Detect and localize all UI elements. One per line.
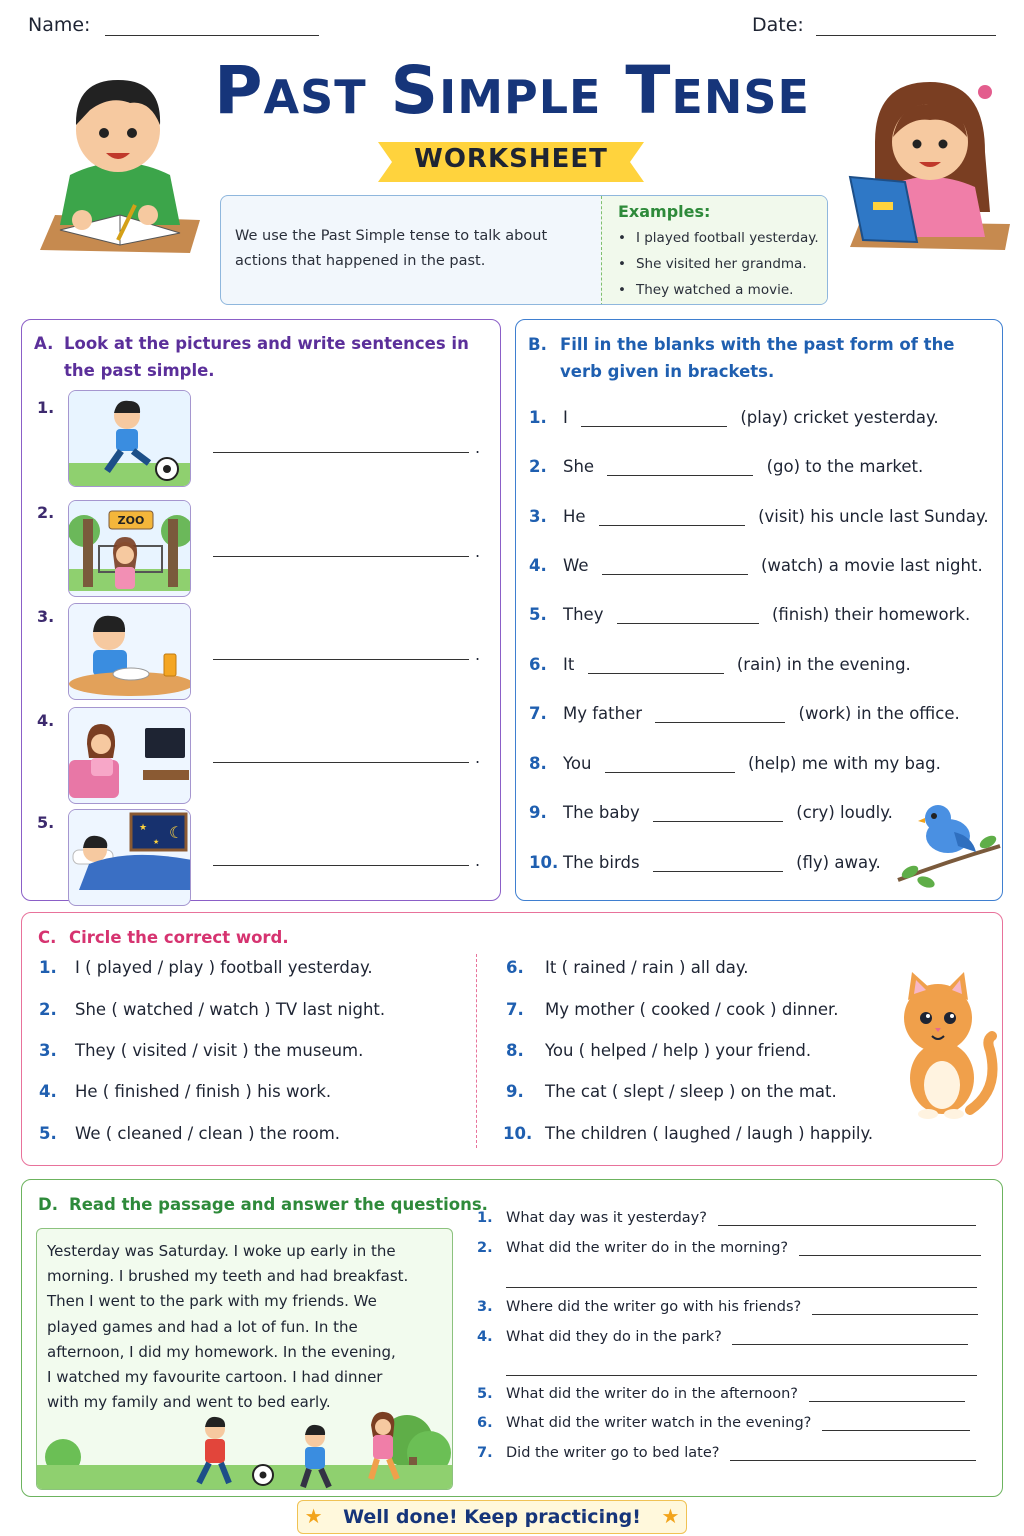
section-c-letter: C. [38, 928, 57, 947]
b-item-number: 6. [529, 655, 547, 674]
column-divider [476, 954, 477, 1148]
c-item-text: The cat ( slept / sleep ) on the mat. [545, 1082, 837, 1101]
c-item-number: 7. [506, 1000, 524, 1019]
d-question-text: What day was it yesterday? [506, 1210, 707, 1226]
footer-banner [297, 1500, 687, 1534]
c-item-number: 9. [506, 1082, 524, 1101]
d-question-text: Where did the writer go with his friends? [506, 1299, 802, 1315]
picture-boy-sleeping-at-night [68, 809, 191, 906]
b-subject: The baby [563, 803, 640, 822]
b-item [529, 704, 960, 723]
section-b-heading [528, 331, 993, 385]
c-item-number: 8. [506, 1041, 524, 1060]
date-field [752, 14, 996, 36]
c-item-text: The children ( laughed / laugh ) happily. [545, 1124, 874, 1143]
a-line-dot: . [475, 438, 481, 457]
passage-line: played games and had a lot of fun. In the [47, 1317, 358, 1336]
a-answer-line[interactable] [213, 865, 469, 866]
examples-heading: Examples: [618, 202, 711, 221]
footer-text: Well done! Keep practicing! [343, 1506, 641, 1528]
name-blank[interactable] [105, 35, 319, 36]
b-rest: away. [834, 853, 881, 872]
section-b-heading-text: Fill in the blanks with the past form of the verb given in brackets. [560, 335, 955, 381]
d-answer-line[interactable] [812, 1314, 978, 1315]
intro-text: We use the Past Simple tense to talk about actions that happened in the past. [235, 228, 548, 269]
c-item-number: 5. [39, 1124, 57, 1143]
d-question [477, 1445, 976, 1461]
a-item-number: 3. [37, 607, 55, 626]
c-item-number: 2. [39, 1000, 57, 1019]
b-subject: I [563, 408, 568, 427]
name-field [28, 14, 319, 36]
c-item-text: You ( helped / help ) your friend. [545, 1041, 812, 1060]
b-item [529, 556, 983, 575]
c-item[interactable] [503, 1124, 873, 1143]
b-item [529, 457, 923, 476]
d-answer-line[interactable] [809, 1401, 965, 1402]
b-verb: (rain) [736, 655, 782, 674]
b-item [529, 408, 939, 427]
section-a-heading [34, 330, 494, 384]
b-verb: (cry) [796, 803, 835, 822]
a-line-dot: . [475, 645, 481, 664]
b-blank[interactable] [599, 525, 745, 526]
c-item-number: 4. [39, 1082, 57, 1101]
a-line-dot: . [475, 748, 481, 767]
section-c-heading-text: Circle the correct word. [69, 928, 289, 947]
c-item[interactable] [506, 958, 749, 977]
passage-line: afternoon, I did my homework. In the evening, [47, 1342, 396, 1361]
section-d-heading [38, 1191, 488, 1218]
examples-box [601, 196, 828, 305]
passage-line: I watched my favourite cartoon. I had dinner [47, 1368, 383, 1387]
name-label: Name: [28, 14, 91, 36]
c-item-number: 3. [39, 1041, 57, 1060]
date-blank[interactable] [816, 35, 996, 36]
a-item-number: 5. [37, 813, 55, 832]
b-blank[interactable] [607, 475, 753, 476]
c-item[interactable] [506, 1041, 811, 1060]
b-blank[interactable] [588, 673, 724, 674]
c-item-number: 1. [39, 958, 57, 977]
d-question-text: What did they do in the park? [506, 1329, 722, 1345]
b-item-number: 1. [529, 408, 547, 427]
star-icon: ★ [304, 1504, 323, 1528]
b-item-number: 2. [529, 457, 547, 476]
d-question-number: 5. [477, 1386, 493, 1402]
b-blank[interactable] [617, 623, 759, 624]
d-question [477, 1210, 976, 1226]
d-answer-line[interactable] [732, 1344, 968, 1345]
d-answer-line[interactable] [822, 1430, 970, 1431]
a-answer-line[interactable] [213, 659, 469, 660]
passage-line: with my family and went to bed early. [47, 1393, 331, 1412]
b-verb: (finish) [771, 605, 830, 624]
kids-playing-in-park-illustration [37, 1407, 453, 1490]
b-item [529, 803, 893, 822]
d-answer-line-extra[interactable] [506, 1287, 977, 1288]
b-rest: to the market. [805, 457, 924, 476]
b-blank[interactable] [602, 574, 748, 575]
d-question [477, 1415, 970, 1431]
passage-line: morning. I brushed my teeth and had breakfast. [47, 1267, 409, 1286]
d-question-number: 3. [477, 1299, 493, 1315]
a-answer-line[interactable] [213, 452, 469, 453]
example-item: • They watched a movie. [618, 277, 828, 303]
d-answer-line[interactable] [718, 1225, 976, 1226]
d-question [477, 1299, 978, 1315]
d-question [477, 1329, 968, 1345]
b-blank[interactable] [653, 871, 783, 872]
svg-text:★: ★ [139, 823, 148, 833]
b-rest: a movie last night. [828, 556, 983, 575]
c-item-text: My mother ( cooked / cook ) dinner. [545, 1000, 839, 1019]
c-item-text: She ( watched / watch ) TV last night. [75, 1000, 386, 1019]
b-verb: (work) [798, 704, 852, 723]
intro-box [220, 195, 828, 305]
d-question-text: What did the writer do in the morning? [506, 1240, 789, 1256]
d-answer-line[interactable] [730, 1460, 976, 1461]
picture-boy-eating-meal [68, 603, 191, 700]
d-question-number: 7. [477, 1445, 493, 1461]
b-item-number: 5. [529, 605, 547, 624]
c-item-text: I ( played / play ) football yesterday. [75, 958, 373, 977]
b-rest: in the office. [856, 704, 960, 723]
b-subject: She [563, 457, 595, 476]
d-question-number: 2. [477, 1240, 493, 1256]
a-item-number: 1. [37, 398, 55, 417]
b-subject: It [563, 655, 575, 674]
c-item[interactable] [506, 1000, 839, 1019]
b-item-number: 9. [529, 803, 547, 822]
b-item [529, 655, 911, 674]
c-item-text: He ( finished / finish ) his work. [75, 1082, 332, 1101]
star-icon: ★ [661, 1504, 680, 1528]
c-item-text: We ( cleaned / clean ) the room. [75, 1124, 341, 1143]
b-rest: me with my bag. [801, 754, 941, 773]
b-item [529, 605, 970, 624]
b-subject: He [563, 507, 586, 526]
section-a-letter: A. [34, 334, 54, 353]
b-item [529, 507, 989, 526]
passage-text [47, 1239, 442, 1415]
picture-boy-kicking-football [68, 390, 191, 487]
passage-line: Then I went to the park with my friends. We [47, 1292, 377, 1311]
b-rest: their homework. [834, 605, 971, 624]
b-verb: (play) [740, 408, 789, 427]
b-verb: (fly) [796, 853, 830, 872]
d-question-number: 4. [477, 1329, 493, 1345]
boy-writing-illustration [30, 55, 210, 255]
section-d-letter: D. [38, 1195, 58, 1214]
d-answer-line-extra[interactable] [506, 1375, 977, 1376]
b-rest: in the evening. [786, 655, 911, 674]
reading-passage [36, 1228, 453, 1490]
d-question-text: What did the writer watch in the evening? [506, 1415, 812, 1431]
c-item[interactable] [39, 1082, 331, 1101]
b-subject: The birds [563, 853, 640, 872]
picture-girl-at-zoo [68, 500, 191, 597]
page-title: Past Simple Tense [214, 52, 810, 129]
b-item [529, 853, 881, 872]
c-item-text: It ( rained / rain ) all day. [545, 958, 749, 977]
b-blank[interactable] [655, 722, 785, 723]
c-item-number: 6. [506, 958, 524, 977]
b-verb: (help) [747, 754, 797, 773]
section-b-letter: B. [528, 335, 547, 354]
b-subject: My father [563, 704, 643, 723]
section-a-heading-text: Look at the pictures and write sentences in the past simple. [64, 334, 469, 380]
b-blank[interactable] [653, 821, 783, 822]
date-label: Date: [752, 14, 804, 36]
a-item-number: 4. [37, 711, 55, 730]
b-verb: (go) [766, 457, 801, 476]
b-item-number: 8. [529, 754, 547, 773]
b-verb: (visit) [758, 507, 805, 526]
b-item-number: 4. [529, 556, 547, 575]
b-subject: We [563, 556, 589, 575]
b-rest: his uncle last Sunday. [810, 507, 989, 526]
b-item-number: 3. [529, 507, 547, 526]
c-item[interactable] [39, 1041, 363, 1060]
a-line-dot: . [475, 851, 481, 870]
worksheet-subtitle: WORKSHEET [414, 144, 608, 174]
a-item-number: 2. [37, 503, 55, 522]
b-subject: They [563, 605, 604, 624]
b-blank[interactable] [605, 772, 735, 773]
a-answer-line[interactable] [213, 556, 469, 557]
example-item: • I played football yesterday. [618, 225, 828, 251]
d-question [477, 1386, 965, 1402]
cat-illustration [890, 970, 1002, 1120]
d-answer-line[interactable] [799, 1255, 981, 1256]
b-item [529, 754, 941, 773]
svg-text:★: ★ [153, 838, 160, 846]
picture-girl-watching-tv [68, 707, 191, 804]
d-question [477, 1240, 981, 1256]
zoo-sign: ZOO [117, 514, 145, 527]
section-c-heading [38, 924, 289, 951]
c-item[interactable] [39, 958, 373, 977]
c-item[interactable] [506, 1082, 837, 1101]
b-item-number: 10. [529, 853, 559, 872]
c-item-text: They ( visited / visit ) the museum. [75, 1041, 364, 1060]
b-rest: loudly. [840, 803, 893, 822]
b-rest: cricket yesterday. [793, 408, 939, 427]
a-line-dot: . [475, 542, 481, 561]
d-question-text: What did the writer do in the afternoon? [506, 1386, 798, 1402]
d-question-number: 1. [477, 1210, 493, 1226]
c-item-number: 10. [503, 1124, 533, 1143]
d-question-text: Did the writer go to bed late? [506, 1445, 720, 1461]
example-item: • She visited her grandma. [618, 251, 828, 277]
b-blank[interactable] [581, 426, 727, 427]
d-question-number: 6. [477, 1415, 493, 1431]
b-verb: (watch) [761, 556, 824, 575]
c-item[interactable] [39, 1000, 385, 1019]
a-answer-line[interactable] [213, 762, 469, 763]
b-item-number: 7. [529, 704, 547, 723]
passage-line: Yesterday was Saturday. I woke up early in the [47, 1242, 396, 1260]
bird-on-branch-illustration [896, 796, 1002, 888]
section-d-heading-text: Read the passage and answer the questions. [69, 1195, 488, 1214]
b-subject: You [563, 754, 592, 773]
girl-reading-illustration [845, 62, 1010, 252]
c-item[interactable] [39, 1124, 340, 1143]
svg-text:☾: ☾ [169, 823, 184, 842]
